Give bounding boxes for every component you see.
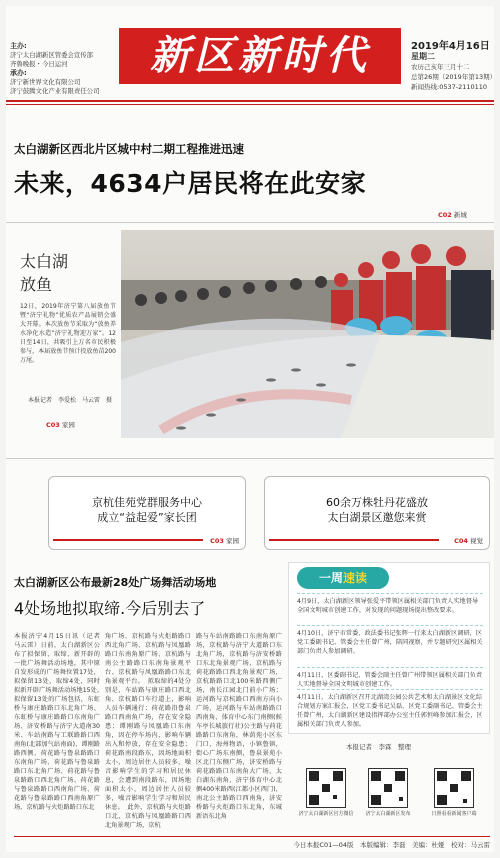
issue-weekday: 星期二 bbox=[411, 52, 435, 61]
publisher-info bbox=[10, 42, 99, 96]
story-column: 本报济宁4月15日讯（记者 马云雷）日前，太白湖新区公布了拟保留、取缔、新开辟的一批广场舞活动场地，其中原自发形成的广场舞位置17处，拟保留13处，取缔4处，同时拟新开辟广场舞活动场地15处。 拟保留13处的广场包括，东虹桥与康庄路路口东北角广场、东虹桥与康庄路路口东南角广场、济安桥路与济宁大道南30米、车站南路与工联路路口西南角(北部加气站南面)、谭刚路路西侧、荷花路与鲁泉路路口东南角广场、荷花路与鲁泉路路口东北角广场、荷花路与鲁泉路路口西北角广场、荷花路与鲁泉路路口西南角广场、荷花路与鲁泉路路口西南角原广场、京杭路与火炬路路口东北 bbox=[14, 633, 107, 811]
host-line: 齐鲁晚报・今日运河 bbox=[10, 60, 68, 68]
headline-ref[interactable] bbox=[438, 210, 467, 219]
newspaper-page bbox=[6, 6, 497, 852]
weekly-briefs-header bbox=[289, 563, 489, 593]
teaser-ref: C04 视觉 bbox=[454, 537, 483, 545]
story-body bbox=[14, 632, 282, 832]
qr-code[interactable] bbox=[434, 768, 474, 808]
teaser-title: 京杭佳苑党群服务中心 成立“益起爱”家长团 bbox=[92, 496, 202, 524]
qr-label: 济宁太白湖新区发布 bbox=[365, 811, 411, 817]
story-subtitle: 太白湖新区公布最新28处广场舞活动场地 bbox=[14, 576, 217, 589]
co-label: 承办: bbox=[10, 69, 27, 77]
section-divider bbox=[6, 222, 494, 223]
teaser-ref: C03 家园 bbox=[210, 537, 239, 545]
title-line: 放鱼 bbox=[20, 275, 53, 294]
co-line: 济宁鼓腾文化产业有限责任公司 bbox=[10, 87, 100, 95]
photo-story-ref[interactable] bbox=[46, 420, 75, 429]
photo-story-author: 本报记者 李爱松 马云雷 摄 bbox=[28, 397, 113, 404]
story-column: 路与车站南路路口东南角原广场，京杭路与济宁大道路口东北角广场，京杭路与济安桥路口东北角景观广场，京杭路与荷花路路口西北角景观广场，京杭路路口北100米路西侧广场，南长江园北门前小广场；运河路与京杭路口西南方向小广场，运河路与车站南路路口西南角，体育中心东门南侧(候车亭长城旅行社)公主路与荷花路路口东南角，林荫苑小区东门口，海州物语，小镇鲁镇，街心广场东南侧，鲁泉景苑小区北门东侧广场，济安桥路与荷花路路口东南角大广场，太白湖东南角，济宁体育中心北侧400米路西(江都小区西门)，南北公主路路口西南角，济安桥路与火炬路口东北角，东城新语东北角 bbox=[196, 633, 282, 820]
masthead-rule bbox=[6, 100, 494, 102]
brief-item: 4月10日，济宁市常委、政法委书记张辉一行来太白湖新区调研，区党工委副书记、管委会主任曾广州，陪同视察，并专题研究区属相关部门负责人参加调研。 bbox=[297, 625, 483, 656]
photo-story-body: 12日，2019年济宁第八届放鱼节暨“济宁礼物”优质农产品展销会盛大开幕。本次放鱼节采取为“放鱼养水净化水造”济宁礼物迎万家”。12日至14日，共吸引上万名市民积极参与，本届放鱼节预计投放鱼苗200万尾。 bbox=[20, 303, 116, 364]
headline-subtitle: 太白湖新区西北片区城中村二期工程推进迅速 bbox=[14, 142, 244, 156]
story-column: 角广场、京杭路与火炬路路口西北角广场、京杭路与凤凰路路口东南角原广场、京杭路与南公主路路口东南角景观平台、京杭路与凤凰路路口东北角景观平台。 拟取缔的4处分别是，车站路与康庄路口西北角、京杭路口车行道上，影响人员车辆通行；荷花路沿鲁泉路口西南角广场，存在安全隐患；谭刚路与凤凰路口东南角，因在停车场内，影响车辆出入和停放，存在安全隐患；荷花路南段路东，因场地面积太小，周边居住人员较多，噪音影响学生的学习和居民休息，会遭到南段路东，因场地面积太小，周边居住人员较多，噪音影响学生学习和居民休息。 此外，京杭路与火炬路口北，京杭路与凤凰路路口西北角景观广场，京杭 bbox=[105, 633, 191, 829]
issue-info bbox=[411, 42, 495, 92]
host-line: 济宁太白湖新区管委会宣传部 bbox=[10, 51, 94, 59]
story-title: 4处场地拟取缔.今后别去了 bbox=[14, 599, 206, 618]
photo-story-title bbox=[20, 250, 68, 296]
title-line: 太白湖 bbox=[20, 252, 69, 271]
qr-code[interactable] bbox=[306, 768, 346, 808]
weekly-briefs-author: 本报记者 李霖 整理 bbox=[346, 743, 411, 751]
issue-number: 总第26期（2019年第13期） bbox=[411, 73, 497, 81]
ref-section: 新城 bbox=[453, 211, 467, 219]
weekly-briefs-badge: 一周速读 bbox=[297, 567, 389, 589]
newspaper-title: 新区新时代 bbox=[119, 28, 401, 84]
masthead bbox=[6, 6, 497, 95]
section-divider bbox=[6, 458, 494, 459]
issue-date: 2019年4月16日 bbox=[411, 41, 490, 52]
page-footer: 今日本报C01—04版 本版编辑：李磊 美编：杜娅 校对：马云雷 bbox=[14, 836, 490, 849]
hotline-number: 0537-2110110 bbox=[439, 83, 488, 91]
brief-item: 4月9日，太白湖新区领导张爱平带领区属相关部门负责人实地督导全国文明城市创建工作，对发现的问题现场提出整改要求。 bbox=[297, 593, 483, 615]
brief-item: 4月11日，区委副书记、管委会副主任曾广州带领区属相关部门负责人实地督导全国文明城市创建工作。 bbox=[297, 667, 483, 689]
ref-section: 家园 bbox=[61, 421, 75, 429]
co-line: 济宁新世界文化有限公司 bbox=[10, 78, 81, 86]
masthead-rule-thin bbox=[6, 104, 494, 105]
qr-code[interactable] bbox=[368, 768, 408, 808]
headline-main: 未来，4634户居民将在此安家 bbox=[14, 169, 367, 198]
weekly-briefs-panel bbox=[288, 562, 490, 734]
teaser-box-1[interactable] bbox=[48, 476, 246, 550]
teaser-title: 60余万株牡丹花盛放 太白湖景区邀您来赏 bbox=[326, 496, 428, 524]
hotline-label: 新闻热线: bbox=[411, 83, 440, 91]
brief-item: 4月11日，太白湖新区召开北湖湾公园公共艺术和太白湖景区文化综合规划方案汇报会，区党工委书记吴磊、区党工委副书记、管委会主任曾广州，太白湖新区建设指挥部办公室主任郭恒峰参加汇报会，区属相关部门负责人参加。 bbox=[297, 689, 483, 733]
host-label: 主办: bbox=[10, 42, 27, 50]
fish-release-photo bbox=[121, 230, 494, 438]
lunar-date: 农历己亥年三月十二 bbox=[411, 63, 470, 71]
accent-bar bbox=[53, 539, 203, 541]
qr-label: 济宁太白湖新区官方微信 bbox=[298, 811, 354, 817]
qr-label: 日照看看新闻客户端 bbox=[431, 811, 477, 817]
ref-code: C02 bbox=[438, 211, 452, 219]
teaser-box-2[interactable] bbox=[264, 476, 490, 550]
accent-bar bbox=[269, 539, 439, 541]
ref-code: C03 bbox=[46, 421, 60, 429]
